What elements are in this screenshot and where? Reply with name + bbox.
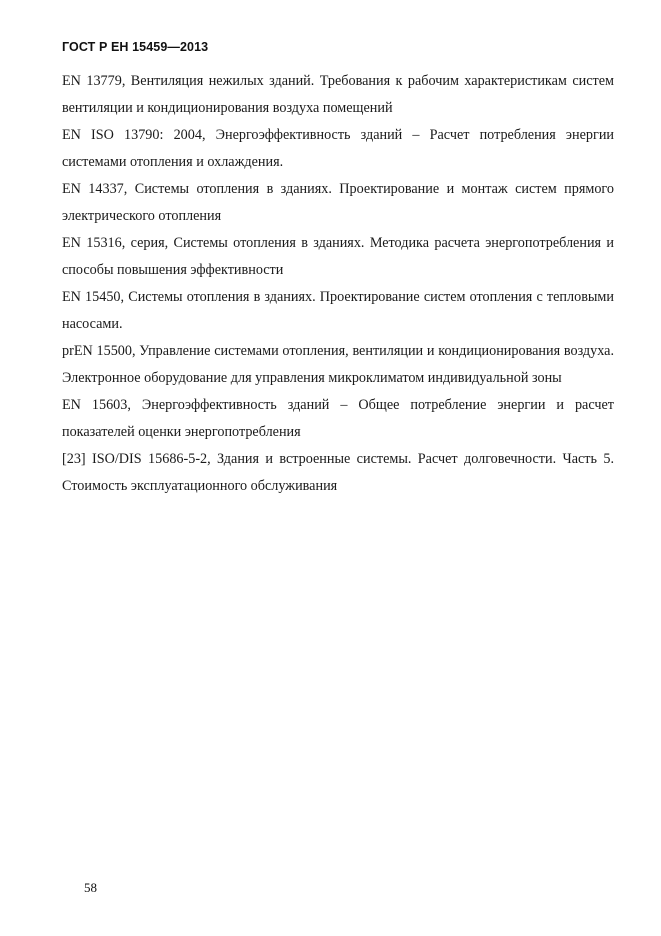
page-number: 58 <box>84 880 97 895</box>
document-header: ГОСТ Р ЕН 15459—2013 <box>62 40 209 54</box>
reference-item: EN 13779, Вентиляция нежилых зданий. Требования к рабочим характеристикам систем вентиляции и кондиционирования воздуха помещений <box>62 73 614 116</box>
reference-item: EN 15603, Энергоэффективность зданий – Общее потребление энергии и расчет показателей оценки энергопотребления <box>62 397 614 440</box>
reference-item: EN 14337, Системы отопления в зданиях. Проектирование и монтаж систем прямого электрического отопления <box>62 181 614 224</box>
reference-item: EN 15450, Системы отопления в зданиях. Проектирование систем отопления с тепловыми насосами. <box>62 289 614 332</box>
reference-item: prEN 15500, Управление системами отопления, вентиляции и кондиционирования воздуха. Электронное оборудование для управления микроклиматом индивидуальной зоны <box>62 343 614 386</box>
reference-item: EN ISO 13790: 2004, Энергоэффективность зданий – Расчет потребления энергии системами отопления и охлаждения. <box>62 127 614 170</box>
reference-item: EN 15316, серия, Системы отопления в зданиях. Методика расчета энергопотребления и способы повышения эффективности <box>62 235 614 278</box>
reference-list <box>62 68 614 500</box>
reference-item: [23] ISO/DIS 15686-5-2, Здания и встроенные системы. Расчет долговечности. Часть 5. Стоимость эксплуатационного обслуживания <box>62 451 614 494</box>
